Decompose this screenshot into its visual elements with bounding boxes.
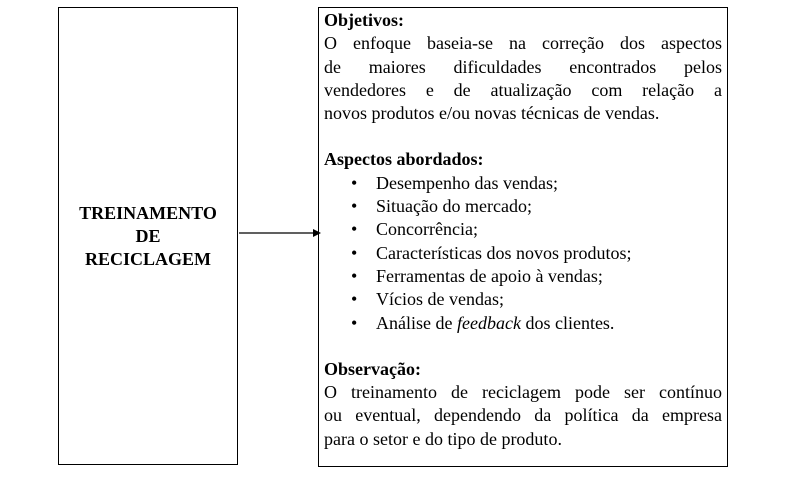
objetivos-line-2: de maiores dificuldades encontrados pelos (324, 56, 722, 77)
list-item-text-before: Análise de (376, 312, 457, 333)
list-item-text: Situação do mercado; (376, 196, 532, 217)
list-item-text: Desempenho das vendas; (376, 172, 558, 193)
list-item (324, 242, 722, 265)
left-box-title (79, 202, 217, 271)
left-box (58, 7, 238, 465)
objetivos-line-4: novos produtos e/ou novas técnicas de vendas. (324, 103, 660, 124)
left-title-line-3: RECICLAGEM (84, 248, 211, 269)
observacao-heading: Observação: (324, 358, 421, 379)
bullet-icon: • (351, 265, 358, 286)
list-item (324, 218, 722, 241)
list-item (324, 195, 722, 218)
left-title-line-1: TREINAMENTO (79, 202, 217, 223)
bullet-icon: • (351, 312, 358, 333)
aspectos-heading: Aspectos abordados: (324, 149, 484, 170)
list-item-text: Concorrência; (376, 219, 478, 240)
observacao-line-1: O treinamento de reciclagem pode ser contínuo (324, 382, 722, 403)
bullet-icon: • (351, 196, 358, 217)
objetivos-line-3: vendedores e de atualização com relação a (324, 79, 722, 100)
list-item-emphasis: feedback (456, 312, 521, 333)
observacao-text (324, 381, 722, 451)
observacao-line-2: ou eventual, dependendo da política da empresa (324, 405, 722, 426)
objetivos-text (324, 32, 722, 125)
list-item (324, 312, 722, 335)
objetivos-line-1: O enfoque baseia-se na correção dos aspectos (324, 33, 722, 54)
observacao-line-3: para o setor e do tipo de produto. (324, 428, 562, 449)
bullet-icon: • (351, 172, 358, 193)
right-box (318, 7, 728, 467)
left-title-line-2: DE (135, 225, 161, 246)
list-item (324, 172, 722, 195)
aspectos-list (324, 172, 722, 335)
list-item-text-after: dos clientes. (520, 312, 615, 333)
list-item (324, 265, 722, 288)
bullet-icon: • (351, 289, 358, 310)
bullet-icon: • (351, 242, 358, 263)
list-item-text: Características dos novos produtos; (376, 242, 632, 263)
list-item-text: Ferramentas de apoio à vendas; (376, 265, 603, 286)
list-item (324, 288, 722, 311)
list-item-text: Vícios de vendas; (376, 289, 504, 310)
objetivos-heading: Objetivos: (324, 10, 404, 30)
bullet-icon: • (351, 219, 358, 240)
connector-arrow (239, 226, 321, 240)
